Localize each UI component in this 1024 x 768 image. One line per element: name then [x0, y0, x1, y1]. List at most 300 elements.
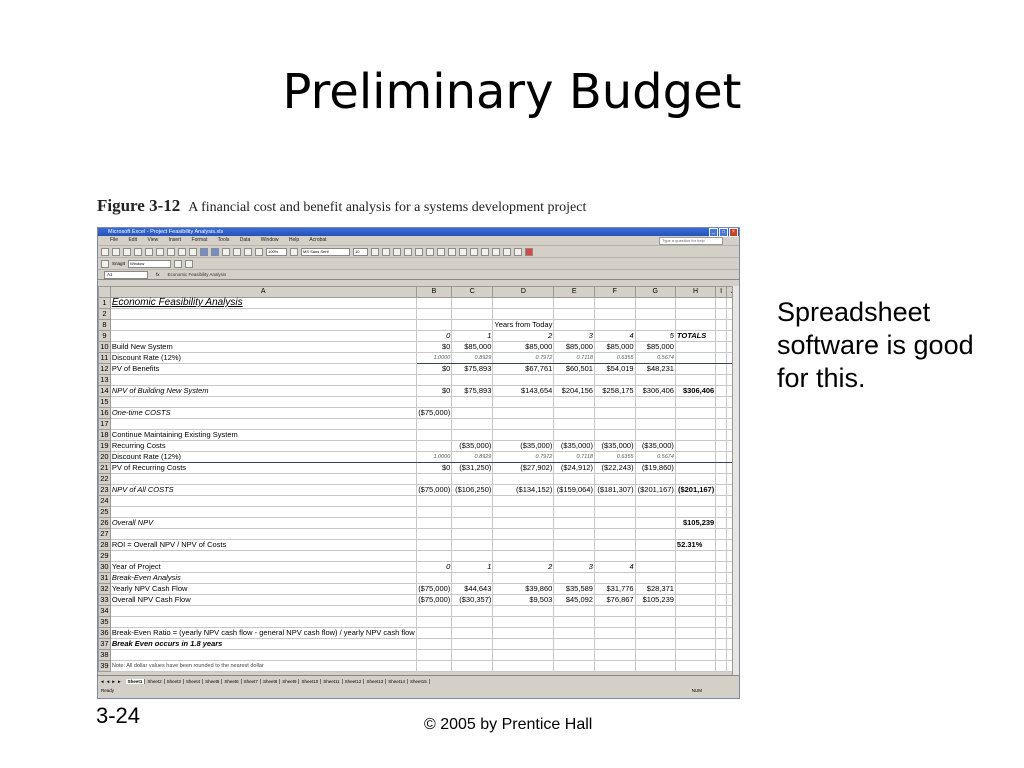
cell-g9[interactable]: 5: [635, 331, 675, 342]
cell-f1[interactable]: [594, 298, 635, 309]
cell-h39[interactable]: [675, 661, 715, 672]
cell-g38[interactable]: [635, 650, 675, 661]
cell-a22[interactable]: [110, 474, 416, 485]
cell-e15[interactable]: [554, 397, 595, 408]
cell-a10[interactable]: Build New System: [110, 342, 416, 353]
cell-b29[interactable]: [416, 551, 452, 562]
cell-c35[interactable]: [452, 617, 493, 628]
row-header[interactable]: 11: [99, 353, 111, 364]
column-header-h[interactable]: H: [675, 287, 715, 298]
cell-d31[interactable]: [493, 573, 554, 584]
cell-d15[interactable]: [493, 397, 554, 408]
close-button[interactable]: ×: [729, 228, 738, 237]
cell-c18[interactable]: [452, 430, 493, 441]
cell-c17[interactable]: [452, 419, 493, 430]
cell-e26[interactable]: [554, 518, 595, 529]
cell-e1[interactable]: [554, 298, 595, 309]
cell-g30[interactable]: [635, 562, 675, 573]
open-icon[interactable]: [112, 248, 120, 256]
font-name-select[interactable]: MS Sans Serif: [301, 248, 350, 256]
column-header-i[interactable]: I: [716, 287, 727, 298]
cell-g34[interactable]: [635, 606, 675, 617]
cell-e24[interactable]: [554, 496, 595, 507]
cell-h13[interactable]: [675, 375, 715, 386]
fill-color-icon[interactable]: [514, 248, 522, 256]
cell-a35[interactable]: [110, 617, 416, 628]
cell-h28[interactable]: 52.31%: [675, 540, 715, 551]
new-icon[interactable]: [101, 248, 109, 256]
undo-icon[interactable]: [200, 248, 208, 256]
cell-b24[interactable]: [416, 496, 452, 507]
cell-g22[interactable]: [635, 474, 675, 485]
row-header[interactable]: 9: [99, 331, 111, 342]
cell-i32[interactable]: [716, 584, 727, 595]
cell-h20[interactable]: [675, 452, 715, 463]
cell-f2[interactable]: [594, 309, 635, 320]
cell-a39[interactable]: Note: All dollar values have been rounded to the nearest dollar: [110, 661, 416, 672]
cell-f33[interactable]: $76,867: [594, 595, 635, 606]
cell-a21[interactable]: PV of Recurring Costs: [110, 463, 416, 474]
cell-c38[interactable]: [452, 650, 493, 661]
cell-e11[interactable]: 0.7118: [554, 353, 595, 364]
row-header[interactable]: 1: [99, 298, 111, 309]
cell-c27[interactable]: [452, 529, 493, 540]
cell-a1[interactable]: Economic Feasibility Analysis: [110, 298, 416, 309]
cell-b31[interactable]: [416, 573, 452, 584]
cell-g2[interactable]: [635, 309, 675, 320]
cell-c2[interactable]: [452, 309, 493, 320]
cell-g18[interactable]: [635, 430, 675, 441]
cell-e13[interactable]: [554, 375, 595, 386]
cell-b12[interactable]: $0: [416, 364, 452, 375]
cell-e14[interactable]: $204,156: [554, 386, 595, 397]
maximize-button[interactable]: □: [719, 228, 728, 237]
cell-i28[interactable]: [716, 540, 727, 551]
cell-i13[interactable]: [716, 375, 727, 386]
cell-d28[interactable]: [493, 540, 554, 551]
cell-h32[interactable]: [675, 584, 715, 595]
cell-f30[interactable]: 4: [594, 562, 635, 573]
cell-b20[interactable]: 1.0000: [416, 452, 452, 463]
cell-c13[interactable]: [452, 375, 493, 386]
cell-c33[interactable]: ($30,357): [452, 595, 493, 606]
cell-a12[interactable]: PV of Benefits: [110, 364, 416, 375]
align-right-icon[interactable]: [426, 248, 434, 256]
formula-input[interactable]: Economic Feasibility Analysis: [167, 272, 227, 277]
cell-f10[interactable]: $85,000: [594, 342, 635, 353]
cell-e9[interactable]: 3: [554, 331, 595, 342]
percent-icon[interactable]: [459, 248, 467, 256]
fx-icon[interactable]: fx: [156, 272, 160, 277]
column-header-a[interactable]: A: [110, 287, 416, 298]
cell-e25[interactable]: [554, 507, 595, 518]
cell-f18[interactable]: [594, 430, 635, 441]
cell-i27[interactable]: [716, 529, 727, 540]
cell-a15[interactable]: [110, 397, 416, 408]
cell-b39[interactable]: [416, 661, 452, 672]
autosum-icon[interactable]: [222, 248, 230, 256]
cell-f37[interactable]: [594, 639, 635, 650]
cell-d21[interactable]: ($27,902): [493, 463, 554, 474]
cell-d37[interactable]: [493, 639, 554, 650]
cell-d32[interactable]: $39,860: [493, 584, 554, 595]
cell-c20[interactable]: 0.8929: [452, 452, 493, 463]
sort-asc-icon[interactable]: [233, 248, 241, 256]
cell-d26[interactable]: [493, 518, 554, 529]
cell-e34[interactable]: [554, 606, 595, 617]
cell-b14[interactable]: $0: [416, 386, 452, 397]
cell-f13[interactable]: [594, 375, 635, 386]
cell-b1[interactable]: [416, 298, 452, 309]
cell-b28[interactable]: [416, 540, 452, 551]
zoom-select[interactable]: 100%: [266, 248, 287, 256]
cell-f32[interactable]: $31,776: [594, 584, 635, 595]
cell-a8[interactable]: [110, 320, 416, 331]
cell-d13[interactable]: [493, 375, 554, 386]
cell-a33[interactable]: Overall NPV Cash Flow: [110, 595, 416, 606]
cell-i10[interactable]: [716, 342, 727, 353]
cell-a30[interactable]: Year of Project: [110, 562, 416, 573]
cell-g20[interactable]: 0.5674: [635, 452, 675, 463]
cell-b35[interactable]: [416, 617, 452, 628]
row-header[interactable]: 33: [100, 595, 109, 604]
cell-g24[interactable]: [635, 496, 675, 507]
spelling-icon[interactable]: [156, 248, 164, 256]
cell-g39[interactable]: [635, 661, 675, 672]
row-header[interactable]: 23: [100, 485, 109, 494]
cell-i16[interactable]: [716, 408, 727, 419]
cell-f36[interactable]: [594, 628, 635, 639]
cell-e27[interactable]: [554, 529, 595, 540]
cell-i36[interactable]: [716, 628, 727, 639]
row-header[interactable]: 36: [100, 628, 109, 637]
row-header[interactable]: 17: [100, 419, 109, 428]
cell-i31[interactable]: [716, 573, 727, 584]
cell-e31[interactable]: [554, 573, 595, 584]
cell-f27[interactable]: [594, 529, 635, 540]
cell-i34[interactable]: [716, 606, 727, 617]
cell-f8[interactable]: [594, 320, 635, 331]
cell-b26[interactable]: [416, 518, 452, 529]
cell-f11[interactable]: 0.6355: [594, 353, 635, 364]
cell-g10[interactable]: $85,000: [635, 342, 675, 353]
cell-h31[interactable]: [675, 573, 715, 584]
cell-a34[interactable]: [110, 606, 416, 617]
menu-edit[interactable]: Edit: [128, 237, 138, 243]
cell-a16[interactable]: One-time COSTS: [110, 408, 416, 419]
cell-a20[interactable]: Discount Rate (12%): [110, 452, 416, 463]
sheet-tab-1[interactable]: Sheet1: [126, 679, 146, 684]
column-header-c[interactable]: C: [452, 287, 493, 298]
column-header-b[interactable]: B: [416, 287, 452, 298]
cell-d9[interactable]: 2: [493, 331, 554, 342]
cell-g32[interactable]: $28,371: [635, 584, 675, 595]
print-icon[interactable]: [134, 248, 142, 256]
cell-d30[interactable]: 2: [493, 562, 554, 573]
cell-d18[interactable]: [493, 430, 554, 441]
redo-icon[interactable]: [211, 248, 219, 256]
cell-g25[interactable]: [635, 507, 675, 518]
cell-b32[interactable]: ($75,000): [416, 584, 452, 595]
sort-desc-icon[interactable]: [244, 248, 252, 256]
cell-h17[interactable]: [675, 419, 715, 430]
cell-d2[interactable]: [493, 309, 554, 320]
cell-h26[interactable]: $105,239: [675, 518, 715, 529]
cell-a32[interactable]: Yearly NPV Cash Flow: [110, 584, 416, 595]
cell-b38[interactable]: [416, 650, 452, 661]
font-size-select[interactable]: 10: [353, 248, 368, 256]
cell-a13[interactable]: [110, 375, 416, 386]
cell-b17[interactable]: [416, 419, 452, 430]
menu-help[interactable]: Help: [288, 237, 300, 243]
row-header[interactable]: 22: [100, 474, 109, 483]
cell-h25[interactable]: [675, 507, 715, 518]
cell-e23[interactable]: ($159,064): [554, 485, 595, 496]
cell-a24[interactable]: [110, 496, 416, 507]
cell-c9[interactable]: 1: [452, 331, 493, 342]
cell-f29[interactable]: [594, 551, 635, 562]
cell-d12[interactable]: $67,761: [493, 364, 554, 375]
sheet-nav-arrows[interactable]: ◄ ◄ ► ►: [100, 678, 122, 684]
cell-g1[interactable]: [635, 298, 675, 309]
cell-a19[interactable]: Recurring Costs: [110, 441, 416, 452]
cell-f31[interactable]: [594, 573, 635, 584]
cell-d20[interactable]: 0.7972: [493, 452, 554, 463]
cell-c31[interactable]: [452, 573, 493, 584]
cell-i8[interactable]: [716, 320, 727, 331]
cell-c19[interactable]: ($35,000): [452, 441, 493, 452]
cell-i11[interactable]: [716, 353, 727, 364]
cell-h18[interactable]: [675, 430, 715, 441]
cell-i24[interactable]: [716, 496, 727, 507]
cell-h34[interactable]: [675, 606, 715, 617]
cell-b15[interactable]: [416, 397, 452, 408]
cell-a38[interactable]: [110, 650, 416, 661]
cell-c32[interactable]: $44,643: [452, 584, 493, 595]
currency-icon[interactable]: [448, 248, 456, 256]
cell-a28[interactable]: ROI = Overall NPV / NPV of Costs: [110, 540, 416, 551]
comment-icon[interactable]: [185, 260, 193, 268]
cell-d27[interactable]: [493, 529, 554, 540]
menu-file[interactable]: File: [110, 237, 119, 243]
cell-b18[interactable]: [416, 430, 452, 441]
cell-e17[interactable]: [554, 419, 595, 430]
row-header[interactable]: 31: [100, 573, 109, 582]
cell-b37[interactable]: [416, 639, 452, 650]
menu-data[interactable]: Data: [239, 237, 251, 243]
cell-e16[interactable]: [554, 408, 595, 419]
cell-a11[interactable]: Discount Rate (12%): [110, 353, 416, 364]
cell-f17[interactable]: [594, 419, 635, 430]
row-header[interactable]: 27: [100, 529, 109, 538]
cell-g21[interactable]: ($19,860): [635, 463, 675, 474]
cell-d14[interactable]: $143,654: [493, 386, 554, 397]
cell-h11[interactable]: [675, 353, 715, 364]
minimize-button[interactable]: _: [709, 228, 718, 237]
cell-g11[interactable]: 0.5674: [635, 353, 675, 364]
cell-h12[interactable]: [675, 364, 715, 375]
cell-i35[interactable]: [716, 617, 727, 628]
cell-d29[interactable]: [493, 551, 554, 562]
cell-d36[interactable]: [493, 628, 554, 639]
cell-h36[interactable]: [675, 628, 715, 639]
font-color-icon[interactable]: [525, 248, 533, 256]
cell-f19[interactable]: ($35,000): [594, 441, 635, 452]
cell-b21[interactable]: $0: [416, 463, 452, 474]
row-header[interactable]: 30: [100, 562, 109, 571]
borders-icon[interactable]: [503, 248, 511, 256]
cell-g14[interactable]: $306,406: [635, 386, 675, 397]
cell-h16[interactable]: [675, 408, 715, 419]
cell-i30[interactable]: [716, 562, 727, 573]
row-header[interactable]: 34: [100, 606, 109, 615]
cell-f25[interactable]: [594, 507, 635, 518]
help-icon[interactable]: [290, 248, 298, 256]
cell-h35[interactable]: [675, 617, 715, 628]
cell-i33[interactable]: [716, 595, 727, 606]
cell-f22[interactable]: [594, 474, 635, 485]
cell-i9[interactable]: [716, 331, 727, 342]
row-header[interactable]: 28: [100, 540, 109, 549]
cell-f26[interactable]: [594, 518, 635, 529]
sheet-tab-2[interactable]: Sheet2: [145, 679, 164, 684]
cell-i2[interactable]: [716, 309, 727, 320]
cell-e19[interactable]: ($35,000): [554, 441, 595, 452]
window-select[interactable]: Window: [128, 260, 171, 268]
cell-h27[interactable]: [675, 529, 715, 540]
row-header[interactable]: 24: [100, 496, 109, 505]
cell-d16[interactable]: [493, 408, 554, 419]
cell-b19[interactable]: [416, 441, 452, 452]
cell-f21[interactable]: ($22,243): [594, 463, 635, 474]
help-search-input[interactable]: Type a question for help: [659, 237, 723, 245]
cell-a29[interactable]: [110, 551, 416, 562]
cell-a37[interactable]: Break Even occurs in 1.8 years: [110, 639, 416, 650]
row-header[interactable]: 16: [100, 408, 109, 417]
cell-f23[interactable]: ($181,307): [594, 485, 635, 496]
row-header[interactable]: 29: [100, 551, 109, 560]
cell-c8[interactable]: [452, 320, 493, 331]
preview-icon[interactable]: [145, 248, 153, 256]
cell-b30[interactable]: 0: [416, 562, 452, 573]
row-header[interactable]: 13: [100, 375, 109, 384]
cell-a23[interactable]: NPV of All COSTS: [110, 485, 416, 496]
vertical-scrollbar[interactable]: [732, 286, 739, 675]
cell-d17[interactable]: [493, 419, 554, 430]
cell-g16[interactable]: [635, 408, 675, 419]
cell-h33[interactable]: [675, 595, 715, 606]
cell-i12[interactable]: [716, 364, 727, 375]
cell-i1[interactable]: [716, 298, 727, 309]
cell-i38[interactable]: [716, 650, 727, 661]
cell-g35[interactable]: [635, 617, 675, 628]
cell-h2[interactable]: [675, 309, 715, 320]
cell-d35[interactable]: [493, 617, 554, 628]
cell-i37[interactable]: [716, 639, 727, 650]
cell-b34[interactable]: [416, 606, 452, 617]
sheet-tab-3[interactable]: Sheet3: [165, 679, 184, 684]
cell-e10[interactable]: $85,000: [554, 342, 595, 353]
menu-tools[interactable]: Tools: [217, 237, 230, 243]
cell-b8[interactable]: [416, 320, 452, 331]
cell-g13[interactable]: [635, 375, 675, 386]
cell-b23[interactable]: ($75,000): [416, 485, 452, 496]
align-left-icon[interactable]: [404, 248, 412, 256]
sheet-tab-6[interactable]: Sheet6: [222, 679, 241, 684]
cell-e12[interactable]: $60,501: [554, 364, 595, 375]
cell-i21[interactable]: [716, 463, 727, 474]
cell-c21[interactable]: ($31,250): [452, 463, 493, 474]
cell-c39[interactable]: [452, 661, 493, 672]
cell-e32[interactable]: $35,589: [554, 584, 595, 595]
cell-i20[interactable]: [716, 452, 727, 463]
cell-g36[interactable]: [635, 628, 675, 639]
cell-f16[interactable]: [594, 408, 635, 419]
sheet-tab-8[interactable]: Sheet8: [261, 679, 280, 684]
cell-h9[interactable]: TOTALS: [675, 331, 715, 342]
cell-b10[interactable]: $0: [416, 342, 452, 353]
cell-h8[interactable]: [675, 320, 715, 331]
cell-e18[interactable]: [554, 430, 595, 441]
cell-a26[interactable]: Overall NPV: [110, 518, 416, 529]
cell-b33[interactable]: ($75,000): [416, 595, 452, 606]
cell-e28[interactable]: [554, 540, 595, 551]
bold-icon[interactable]: [371, 248, 379, 256]
cell-c28[interactable]: [452, 540, 493, 551]
cell-i39[interactable]: [716, 661, 727, 672]
cell-d11[interactable]: 0.7972: [493, 353, 554, 364]
cell-f14[interactable]: $258,175: [594, 386, 635, 397]
copy-icon[interactable]: [178, 248, 186, 256]
cell-b11[interactable]: 1.0000: [416, 353, 452, 364]
row-header[interactable]: 21: [100, 463, 109, 472]
cell-h19[interactable]: [675, 441, 715, 452]
cell-c22[interactable]: [452, 474, 493, 485]
cell-h15[interactable]: [675, 397, 715, 408]
merge-icon[interactable]: [437, 248, 445, 256]
cell-i14[interactable]: [716, 386, 727, 397]
cell-a31[interactable]: Break-Even Analysis: [110, 573, 416, 584]
chart-icon[interactable]: [255, 248, 263, 256]
sheet-tab-4[interactable]: Sheet4: [184, 679, 203, 684]
cell-c11[interactable]: 0.8929: [452, 353, 493, 364]
cell-h30[interactable]: [675, 562, 715, 573]
row-header[interactable]: 14: [100, 386, 109, 395]
cell-a2[interactable]: [110, 309, 416, 320]
cell-b22[interactable]: [416, 474, 452, 485]
cell-h37[interactable]: [675, 639, 715, 650]
cell-d34[interactable]: [493, 606, 554, 617]
cell-e30[interactable]: 3: [554, 562, 595, 573]
cell-g19[interactable]: ($35,000): [635, 441, 675, 452]
align-center-icon[interactable]: [415, 248, 423, 256]
sheet-tab-10[interactable]: Sheet10: [299, 679, 321, 684]
cell-a25[interactable]: [110, 507, 416, 518]
column-header-f[interactable]: F: [594, 287, 635, 298]
cell-g26[interactable]: [635, 518, 675, 529]
reviewing-icon[interactable]: [174, 260, 182, 268]
row-header[interactable]: 25: [100, 507, 109, 516]
cell-e20[interactable]: 0.7118: [554, 452, 595, 463]
cell-a36[interactable]: Break-Even Ratio = (yearly NPV cash flow - general NPV cash flow) / yearly NPV cash flow: [111, 628, 415, 637]
cell-c25[interactable]: [452, 507, 493, 518]
column-header-g[interactable]: G: [635, 287, 675, 298]
row-header[interactable]: 15: [100, 397, 109, 406]
cell-b25[interactable]: [416, 507, 452, 518]
cell-f38[interactable]: [594, 650, 635, 661]
name-box[interactable]: A1: [104, 271, 148, 279]
sheet-tab-7[interactable]: Sheet7: [242, 679, 261, 684]
